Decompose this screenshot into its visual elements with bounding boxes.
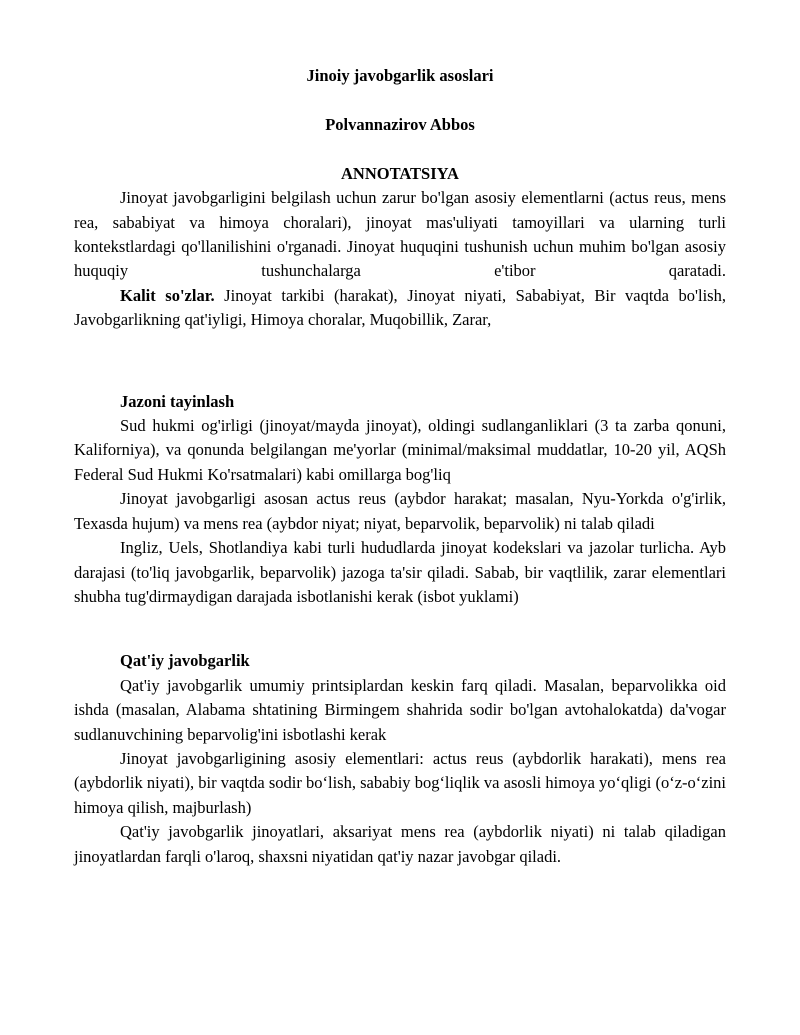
- author-name: Polvannazirov Abbos: [325, 115, 475, 135]
- section2-paragraph-2: Jinoyat javobgarligining asosiy elementlari: actus reus (aybdorlik harakati), mens rea (aybdorlik niyati), bir vaqtda sodir bo‘lish, sababiy bog‘liqlik va asosli himoya yo‘qligi (o‘z-o‘zini himoya qilish, majburlash): [74, 748, 726, 817]
- section-heading-sentencing: Jazoni tayinlash: [120, 391, 235, 411]
- keywords-paragraph: [74, 284, 726, 333]
- annotation-paragraph: Jinoyat javobgarligini belgilash uchun zarur bo'lgan asosiy elementlarni (actus reus, mens rea, sababiyat va himoya choralari), jinoyat mas'uliyati tamoyillari va ularning turli kontekstlardagi qo'llanilishini o'rganadi. Jinoyat huquqini tushunish uchun muhim bo'lgan asosiy huquqiy tushunchalarga e'tibor qaratadi.: [74, 188, 726, 281]
- keywords-list: Jinoyat tarkibi (harakat), Jinoyat niyati, Sababiyat, Bir vaqtda bo'lish, Javobgarlikning qat'iyligi, Himoya choralar, Muqobillik, Zarar,: [74, 285, 726, 330]
- section1-paragraph-1: Sud hukmi og'irligi (jinoyat/mayda jinoyat), oldingi sudlanganliklari (3 ta zarba qonuni, Kaliforniya), va qonunda belgilangan me'yorlar (minimal/maksimal muddatlar, 10-20 yil, AQSh Federal Sud Hukmi Ko'rsatmalari) kabi omillarga bog'liq: [74, 416, 726, 484]
- document-title: Jinoiy javobgarlik asoslari: [306, 66, 494, 85]
- section1-paragraph-3: Ingliz, Uels, Shotlandiya kabi turli hududlarda jinoyat kodekslari va jazolar turlicha. Ayb darajasi (to'liq javobgarlik, beparvolik) jazoga ta'sir qiladi. Sabab, bir vaqtlilik, zarar elementlari shubha tug'dirmaydigan darajada isbotlanishi kerak (isbot yuklami): [74, 538, 726, 606]
- section2-paragraph-1: Qat'iy javobgarlik umumiy printsiplardan keskin farq qiladi. Masalan, beparvolikka oid ishda (masalan, Alabama shtatining Birmingem shahrida sodir bo'lgan avtohalokatda) da'vogar sudlanuvchining beparvolig'ini isbotlashi kerak: [74, 675, 726, 744]
- section1-paragraph-2: Jinoyat javobgarligi asosan actus reus (aybdor harakat; masalan, Nyu-Yorkda o'g'irlik, Texasda hujum) va mens rea (aybdor niyat; niyat, beparvolik, beparvolik) ni talab qiladi: [74, 489, 726, 533]
- document-body: [74, 64, 726, 869]
- section-heading-strict-liability: Qat'iy javobgarlik: [120, 651, 250, 671]
- keywords-label: Kalit so'zlar.: [120, 285, 215, 305]
- annotation-heading: ANNOTATSIYA: [341, 163, 459, 183]
- section2-paragraph-3: Qat'iy javobgarlik jinoyatlari, aksariyat mens rea (aybdorlik niyati) ni talab qiladigan jinoyatlardan farqli o'laroq, shaxsni niyatidan qat'iy nazar javobgar qiladi.: [74, 822, 726, 866]
